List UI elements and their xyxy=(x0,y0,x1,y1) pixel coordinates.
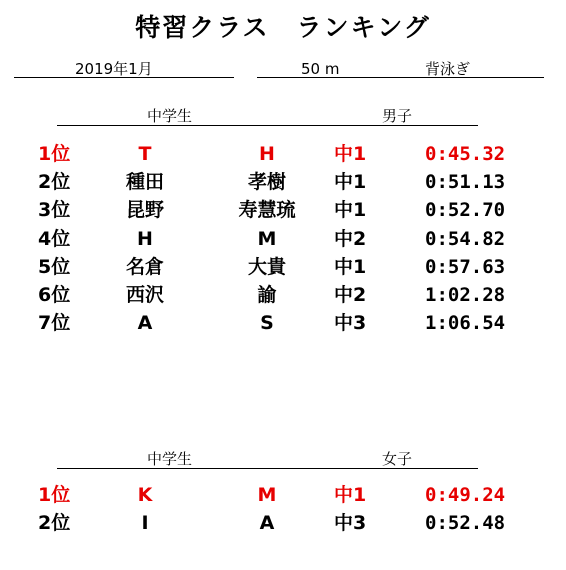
date-label: 2019年1月 xyxy=(75,60,153,78)
time-cell: 0:54.82 xyxy=(425,227,506,250)
ranking-row xyxy=(0,510,566,536)
rank-cell: 1位 xyxy=(38,143,71,165)
grade-cell: 中1 xyxy=(334,484,367,506)
rank-cell: 6位 xyxy=(38,284,71,306)
given-name-cell: M xyxy=(257,484,277,506)
family-name-cell: A xyxy=(137,312,153,335)
rank-cell: 4位 xyxy=(38,227,71,250)
rank-cell: 2位 xyxy=(38,512,71,535)
family-name-cell: 西沢 xyxy=(125,284,164,306)
section-category-girls: 中学生 xyxy=(147,450,193,468)
grade-cell: 中3 xyxy=(334,512,367,535)
grade-cell: 中1 xyxy=(334,171,367,194)
family-name-cell: 昆野 xyxy=(125,199,164,222)
family-name-cell: K xyxy=(137,484,153,506)
time-cell: 0:49.24 xyxy=(425,484,506,506)
time-cell: 0:52.70 xyxy=(425,199,506,222)
rank-cell: 1位 xyxy=(38,484,71,506)
given-name-cell: H xyxy=(259,143,275,165)
family-name-cell: 名倉 xyxy=(125,255,164,278)
ranking-row xyxy=(0,282,566,308)
section-underline-girls xyxy=(57,468,478,469)
time-cell: 0:45.32 xyxy=(425,143,506,165)
header-underline-left xyxy=(14,77,234,78)
given-name-cell: M xyxy=(257,227,277,250)
section-gender-boys: 男子 xyxy=(382,107,413,125)
given-name-cell: 孝樹 xyxy=(247,171,286,194)
family-name-cell: I xyxy=(141,512,149,535)
time-cell: 1:02.28 xyxy=(425,284,506,306)
section-underline-boys xyxy=(57,125,478,126)
given-name-cell: 諭 xyxy=(257,284,277,306)
grade-cell: 中1 xyxy=(334,143,367,165)
given-name-cell: 大貴 xyxy=(247,255,286,278)
family-name-cell: T xyxy=(138,143,152,165)
rank-cell: 7位 xyxy=(38,312,71,335)
family-name-cell: H xyxy=(137,227,153,250)
time-cell: 0:57.63 xyxy=(425,255,506,278)
ranking-row xyxy=(0,482,566,508)
family-name-cell: 種田 xyxy=(125,171,164,194)
section-gender-girls: 女子 xyxy=(382,450,413,468)
distance-label: 50 m xyxy=(301,60,340,78)
page-title: 特習クラス ランキング xyxy=(135,13,431,42)
grade-cell: 中2 xyxy=(334,227,367,250)
rank-cell: 5位 xyxy=(38,255,71,278)
header-underline-right xyxy=(257,77,544,78)
time-cell: 1:06.54 xyxy=(425,312,506,335)
ranking-row xyxy=(0,169,566,195)
grade-cell: 中2 xyxy=(334,284,367,306)
ranking-row xyxy=(0,197,566,223)
grade-cell: 中1 xyxy=(334,199,367,222)
time-cell: 0:52.48 xyxy=(425,512,506,535)
grade-cell: 中3 xyxy=(334,312,367,335)
given-name-cell: A xyxy=(259,512,275,535)
given-name-cell: 寿慧琉 xyxy=(238,199,296,222)
section-category-boys: 中学生 xyxy=(147,107,193,125)
ranking-row xyxy=(0,310,566,336)
time-cell: 0:51.13 xyxy=(425,171,506,194)
grade-cell: 中1 xyxy=(334,255,367,278)
ranking-row xyxy=(0,226,566,252)
given-name-cell: S xyxy=(260,312,274,335)
rank-cell: 3位 xyxy=(38,199,71,222)
stroke-label: 背泳ぎ xyxy=(425,60,471,78)
rank-cell: 2位 xyxy=(38,171,71,194)
ranking-row xyxy=(0,254,566,280)
ranking-row xyxy=(0,141,566,167)
